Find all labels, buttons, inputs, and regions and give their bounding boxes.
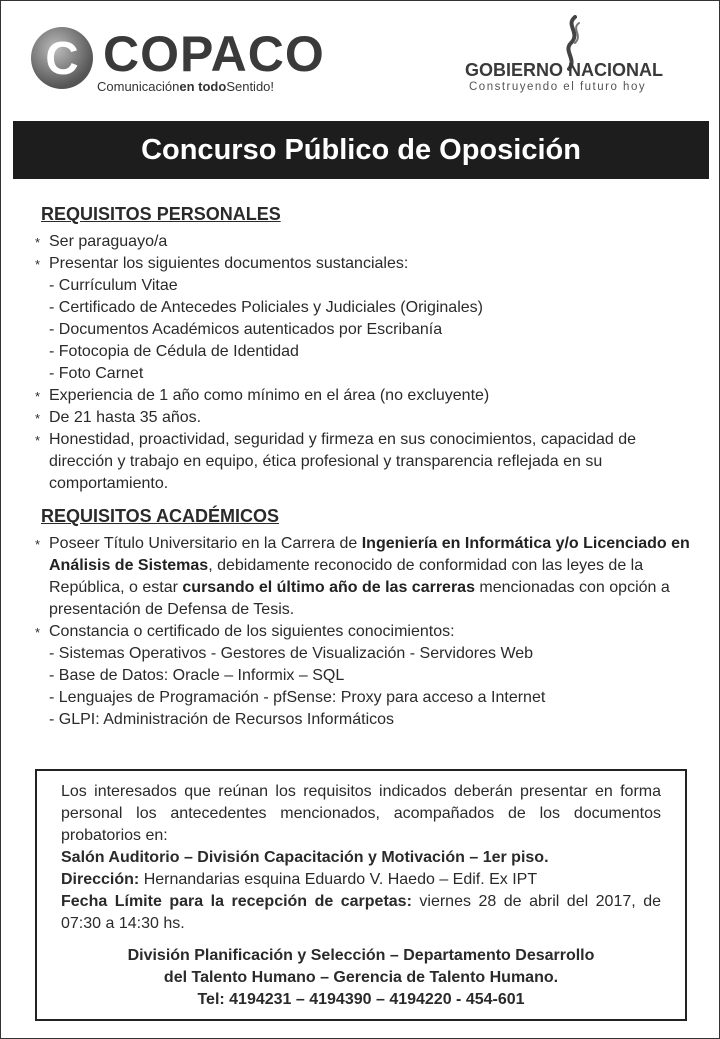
title-banner (13, 121, 709, 179)
doc-item: - Certificado de Antecedes Policiales y Judiciales (Originales) (49, 299, 483, 316)
location-line: Salón Auditorio – División Capacitación y Motivación – 1er piso. (61, 849, 549, 866)
knowledge-item: - GLPI: Administración de Recursos Informáticos (49, 711, 395, 728)
list-item: * Presentar los siguientes documentos sustanciales: (35, 255, 409, 272)
list-item: * Honestidad, proactividad, seguridad y firmeza en sus conocimientos, capacidad de dirección y trabajo en equipo, ética profesional y transparencia reflejada en su comportamiento. (35, 431, 636, 492)
list-item: * Constancia o certificado de los siguientes conocimientos: (35, 623, 455, 640)
copaco-emblem-icon: C (31, 27, 93, 89)
copaco-slogan: Comunicaciónen todoSentido! (97, 79, 275, 94)
list-item: * Poseer Título Universitario en la Carrera de Ingeniería en Informática y/o Licenciado en Análisis de Sistemas, debidamente reconocido de conformidad con las leyes de la República, o estar cursando el último año de las carreras mencionadas con opción a presentación de Defensa de Tesis. (35, 535, 690, 618)
copaco-name: COPACO (103, 26, 325, 82)
knowledge-item: - Lenguajes de Programación - pfSense: Proxy para acceso a Internet (49, 689, 546, 706)
list-item: * Ser paraguayo/a (35, 233, 168, 250)
doc-item: - Foto Carnet (49, 365, 144, 382)
gobierno-name: GOBIERNO NACIONAL (465, 60, 663, 80)
doc-item: - Fotocopia de Cédula de Identidad (49, 343, 299, 360)
gobierno-slogan: Construyendo el futuro hoy (469, 81, 647, 93)
submission-info-box (35, 769, 687, 1021)
requirements-body (35, 203, 695, 731)
division-line: División Planificación y Selección – Departamento Desarrollo del Talento Humano – Gerencia de Talento Humano. Tel: 4194231 – 4194390 – 4194220 - 454-601 (127, 947, 595, 1008)
personal-heading: REQUISITOS PERSONALES (41, 204, 281, 224)
list-item: * Experiencia de 1 año como mínimo en el área (no excluyente) (35, 387, 490, 404)
knowledge-item: - Sistemas Operativos - Gestores de Visualización - Servidores Web (49, 645, 534, 662)
gobierno-logo (463, 15, 693, 99)
copaco-logo (31, 26, 325, 97)
knowledge-item: - Base de Datos: Oracle – Informix – SQL (49, 667, 345, 684)
academic-heading: REQUISITOS ACADÉMICOS (41, 506, 280, 526)
page-title: Concurso Público de Oposición (141, 134, 581, 166)
doc-item: - Documentos Académicos autenticados por Escribanía (49, 321, 443, 338)
intro-text: Los interesados que reúnan los requisitos indicados deberán presentar en forma personal los antecedentes mencionados, acompañados de los documentos probatorios en: (61, 783, 661, 844)
doc-item: - Currículum Vitae (49, 277, 178, 294)
phone-numbers: Tel: 4194231 – 4194390 – 4194220 - 454-601 (197, 991, 525, 1008)
list-item: * De 21 hasta 35 años. (35, 409, 202, 426)
deadline-line: Fecha Límite para la recepción de carpetas: viernes 28 de abril del 2017, de 07:30 a 14:30 hs. (61, 893, 661, 932)
address-line: Dirección: Hernandarias esquina Eduardo V. Haedo – Edif. Ex IPT (61, 871, 538, 888)
